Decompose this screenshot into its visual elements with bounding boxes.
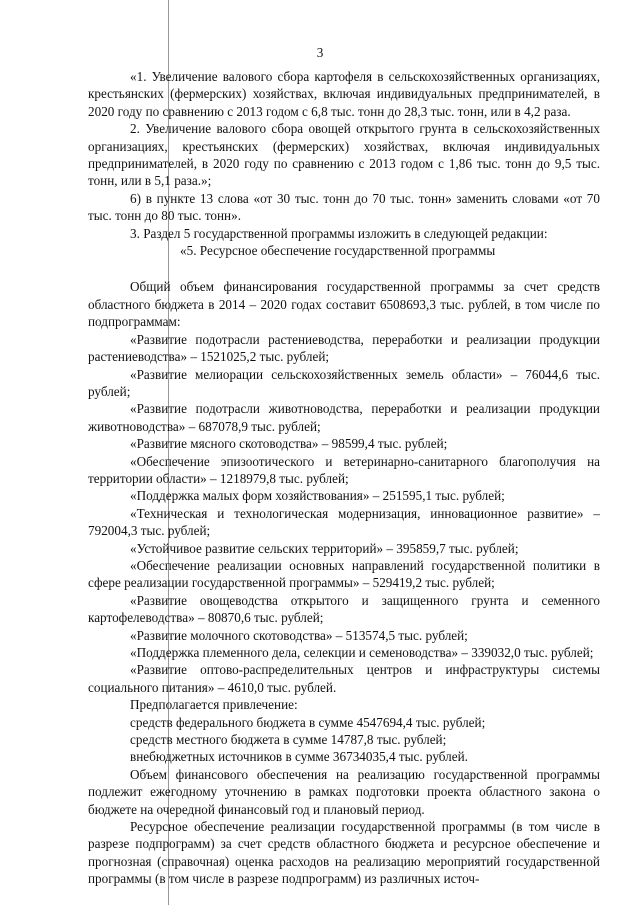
list-item: «Техническая и технологическая модернизация, инновационное развитие» – 792004,3 тыс. рублей;	[88, 505, 600, 539]
list-item: средств местного бюджета в сумме 14787,8 тыс. рублей;	[130, 732, 447, 748]
section-heading: «5. Ресурсное обеспечение государственной программы	[180, 243, 496, 259]
paragraph-vegetables: 2. Увеличение валового сбора овощей открытого грунта в сельскохозяйственных организациях, крестьянских (фермерских) хозяйствах, включая индивидуальных предпринимателей, в 2020 году по сравнению с 2013 годом с 1,86 тыс. тонн до 9,5 тыс. тонн, или в 5,1 раза.»;	[88, 121, 600, 189]
paragraph-potato: «1. Увеличение валового сбора картофеля в сельскохозяйственных организациях, крестьянских (фермерских) хозяйствах, включая индивидуальных предпринимателей, в 2020 году по сравнению с 2013 годом с 6,8 тыс. тонн до 28,3 тыс. тонн, или в 4,2 раза.	[88, 69, 600, 119]
list-item: «Поддержка малых форм хозяйствования» – 251595,1 тыс. рублей;	[130, 488, 505, 504]
list-item: «Поддержка племенного дела, селекции и семеноводства» – 339032,0 тыс. рублей;	[130, 645, 594, 660]
paragraph-resource-support: Ресурсное обеспечение реализации государственной программы (в том числе в разрезе подпрограмм) за счет средств областного бюджета и ресурсное обеспечение и прогнозная (справочная) оценка расходов на реализацию мероприятий государственной программы (в том числе в разрезе подпрограмм) из различных источ-	[88, 819, 600, 887]
list-item: «Обеспечение эпизоотического и ветеринарно-санитарного благополучия на территории области» – 1218979,8 тыс. рублей;	[88, 453, 600, 486]
list-item: внебюджетных источников в сумме 36734035,4 тыс. рублей.	[130, 749, 468, 765]
list-item: средств федерального бюджета в сумме 4547694,4 тыс. рублей;	[130, 714, 486, 730]
paragraph-volume: Объем финансового обеспечения на реализацию государственной программы подлежит ежегодному уточнению в рамках подготовки проекта областного закона о бюджете на очередной финансовый год и плановый период.	[88, 766, 600, 817]
list-item: «Развитие мелиорации сельскохозяйственных земель области» – 76044,6 тыс. рублей;	[88, 366, 600, 399]
list-item: «Развитие оптово-распределительных центров и инфраструктуры системы социального питания» – 4610,0 тыс. рублей.	[88, 662, 600, 695]
paragraph-section-5-edit: 3. Раздел 5 государственной программы изложить в следующей редакции:	[130, 225, 548, 241]
list-item: «Развитие подотрасли растениеводства, переработки и реализации продукции растениеводства» – 1521025,2 тыс. рублей;	[88, 331, 600, 365]
list-item: «Обеспечение реализации основных направлений государственной политики в сфере реализации государственной программы» – 529419,2 тыс. рублей;	[88, 557, 600, 591]
paragraph-total-financing: Общий объем финансирования государственной программы за счет средств областного бюджета в 2014 – 2020 годах составит 6508693,3 тыс. рублей, в том числе по подпрограммам:	[88, 279, 600, 330]
document-body	[88, 68, 600, 888]
list-item: «Развитие мясного скотоводства» – 98599,4 тыс. рублей;	[130, 436, 448, 452]
list-item: «Устойчивое развитие сельских территорий» – 395859,7 тыс. рублей;	[130, 540, 519, 556]
paragraph-item-6: 6) в пункте 13 слова «от 30 тыс. тонн до 70 тыс. тонн» заменить словами «от 70 тыс. тонн до 80 тыс. тонн».	[88, 190, 600, 224]
list-item: «Развитие молочного скотоводства» – 513574,5 тыс. рублей;	[130, 627, 468, 643]
paragraph-attraction: Предполагается привлечение:	[130, 697, 298, 713]
list-item: «Развитие овощеводства открытого и защищенного грунта и семенного картофелеводства» – 80870,6 тыс. рублей;	[88, 592, 600, 626]
list-item: «Развитие подотрасли животноводства, переработки и реализации продукции животноводства» – 687078,9 тыс. рублей;	[88, 401, 600, 434]
page-number: 3	[316, 45, 324, 60]
